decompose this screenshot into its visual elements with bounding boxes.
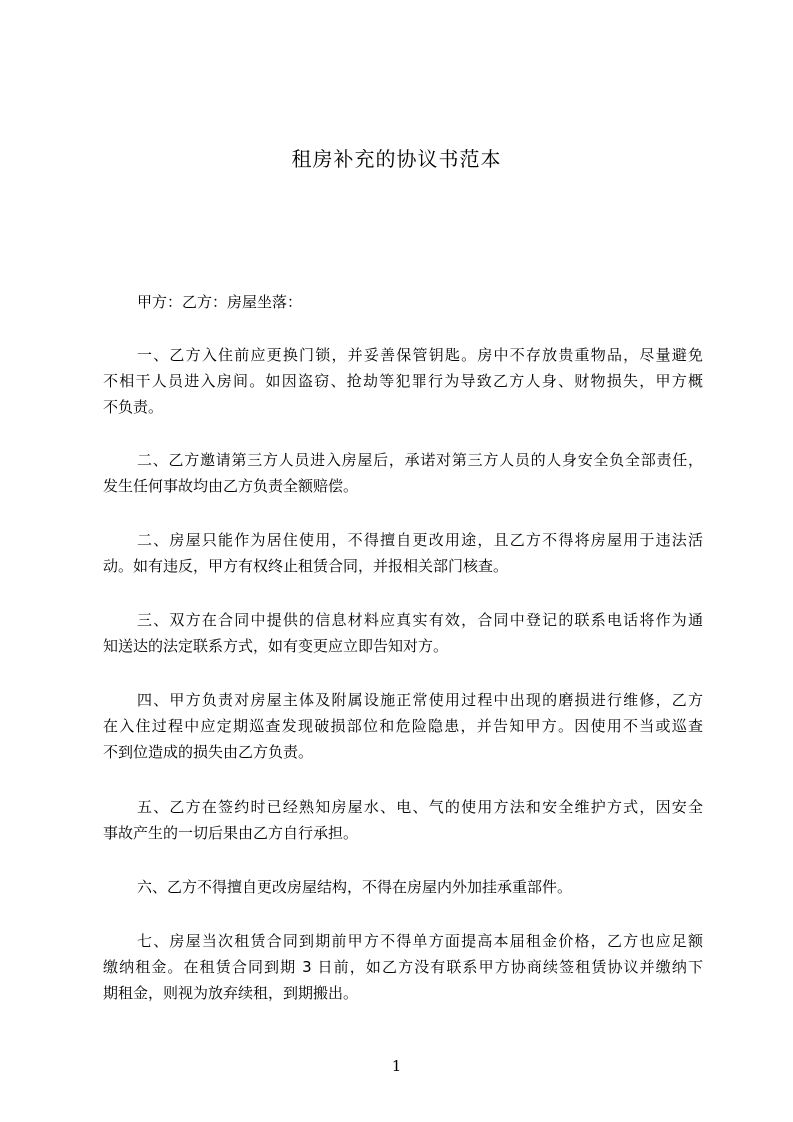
clause-line: 不负责。 xyxy=(103,398,164,416)
clause-paragraph xyxy=(103,687,703,765)
clause-line: 缴纳租金。在租赁合同到期 3 日前，如乙方没有联系甲方协商续签租赁协议并缴纳下 xyxy=(103,958,703,976)
clause-paragraph xyxy=(103,447,703,499)
clause-line: 二、房屋只能作为居住使用，不得擅自更改用途，且乙方不得将房屋用于违法活 xyxy=(137,531,703,549)
clause-line: 在入住过程中应定期巡查发现破损部位和危险隐患，并告知甲方。因使用不当或巡查 xyxy=(103,717,703,735)
clause-line: 知送达的法定联系方式，如有变更应立即告知对方。 xyxy=(103,637,449,655)
intro-text: 甲方：乙方：房屋坐落： xyxy=(137,293,303,311)
clause-line: 三、双方在合同中提供的信息材料应真实有效，合同中登记的联系电话将作为通 xyxy=(137,611,703,629)
clause-line: 一、乙方入住前应更换门锁，并妥善保管钥匙。房中不存放贵重物品，尽量避免 xyxy=(137,346,703,364)
clause-paragraph xyxy=(103,928,703,1006)
clause-paragraph xyxy=(103,874,703,900)
intro-line xyxy=(103,289,703,315)
page-number: 1 xyxy=(391,1057,402,1075)
document-title: 租房补充的协议书范本 xyxy=(291,147,502,171)
clause-line: 事故产生的一切后果由乙方自行承担。 xyxy=(103,824,359,842)
clause-line: 五、乙方在签约时已经熟知房屋水、电、气的使用方法和安全维护方式，因安全 xyxy=(137,798,703,816)
clause-line: 不相干人员进入房间。如因盗窃、抢劫等犯罪行为导致乙方人身、财物损失，甲方概 xyxy=(103,372,703,390)
clause-line: 六、乙方不得擅自更改房屋结构，不得在房屋内外加挂承重部件。 xyxy=(137,878,573,896)
clause-line: 不到位造成的损失由乙方负责。 xyxy=(103,743,314,761)
clause-paragraph xyxy=(103,607,703,659)
clause-line: 二、乙方邀请第三方人员进入房屋后，承诺对第三方人员的人身安全负全部责任， xyxy=(137,451,703,469)
clause-line: 四、甲方负责对房屋主体及附属设施正常使用过程中出现的磨损进行维修，乙方 xyxy=(137,691,703,709)
clause-line: 发生任何事故均由乙方负责全额赔偿。 xyxy=(103,477,359,495)
clause-paragraph xyxy=(103,527,703,579)
clause-paragraph xyxy=(103,342,703,420)
clause-line: 期租金，则视为放弃续租，到期搬出。 xyxy=(103,984,359,1002)
clause-paragraph xyxy=(103,794,703,846)
clause-line: 动。如有违反，甲方有权终止租赁合同，并报相关部门核查。 xyxy=(103,557,509,575)
clause-line: 七、房屋当次租赁合同到期前甲方不得单方面提高本届租金价格，乙方也应足额 xyxy=(137,932,703,950)
